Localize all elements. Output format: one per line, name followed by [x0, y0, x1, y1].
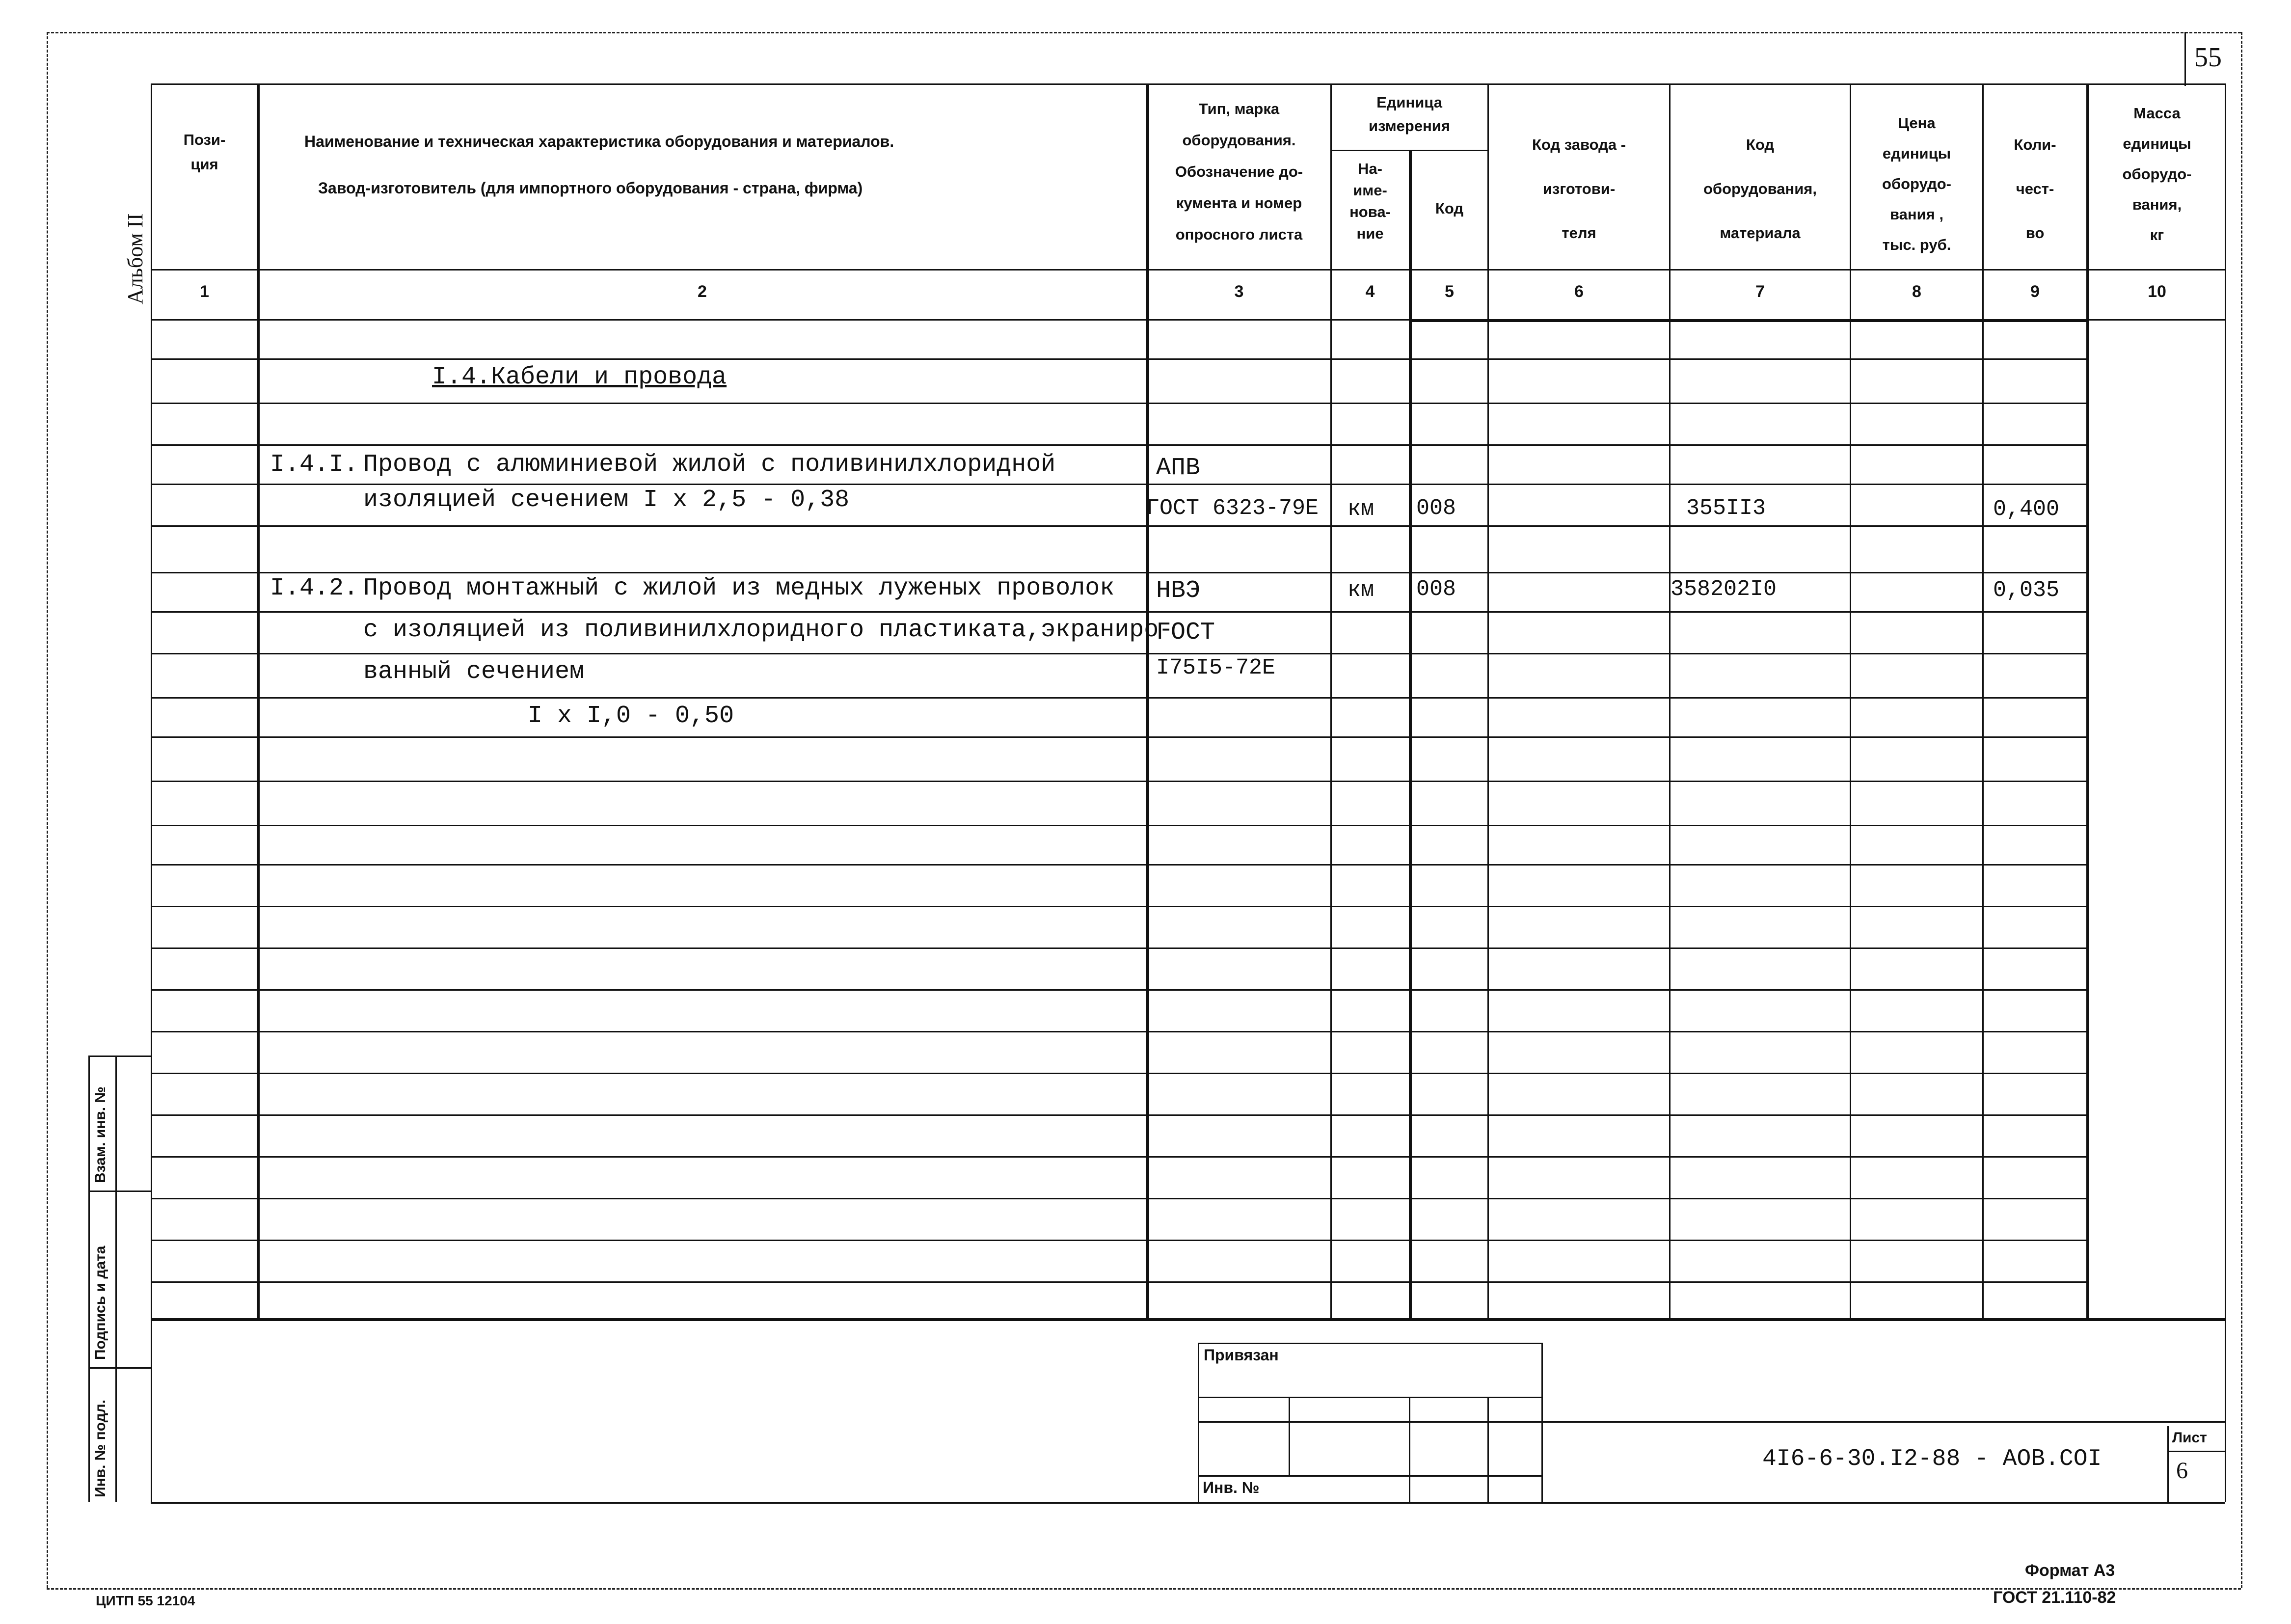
header-col9-l3: во [2025, 224, 2045, 242]
header-unit-l1: Единица [1376, 94, 1442, 111]
header-col2-line1: Наименование и техническая характеристика оборудования и материалов. [304, 133, 894, 150]
table-right-line [2225, 83, 2226, 1502]
colnum-7: 7 [1755, 282, 1765, 301]
colnum-8: 8 [1912, 282, 1921, 301]
bound-stamp-v2 [1409, 1397, 1410, 1502]
item1-name-line2: изоляцией сечением I x 2,5 - 0,38 [363, 486, 850, 514]
item2-position: I.4.2. [270, 574, 359, 602]
item1-type-line2: ГОСТ 6323-79Е [1146, 496, 1319, 521]
col-line-3 [1330, 83, 1332, 1318]
outer-frame-left [47, 32, 48, 1588]
section-title: I.4.Кабели и провода [432, 363, 727, 391]
unit-header-split [1330, 150, 1487, 151]
table-row-rule [151, 989, 2088, 991]
side-stamp-div1 [88, 1191, 151, 1192]
header-col10-l2: единицы [2123, 135, 2191, 152]
table-row-rule [151, 653, 2088, 654]
item2-name-line2: с изоляцией из поливинилхлоридного пластиката,экраниро- [363, 616, 1174, 644]
colnum-3: 3 [1234, 282, 1244, 301]
table-row-rule [151, 358, 2088, 360]
outer-frame-bottom [47, 1588, 2241, 1590]
footer-left-code: ЦИТП 55 12104 [96, 1593, 195, 1608]
table-row-rule [151, 484, 2088, 485]
code-box-top [1409, 319, 2088, 322]
header-col4-l2: име- [1353, 182, 1387, 199]
col-line-2 [1146, 83, 1149, 1318]
item2-unit-code: 008 [1416, 577, 1456, 602]
colnum-9: 9 [2030, 282, 2040, 301]
table-row-rule [151, 825, 2088, 826]
sheet-bottom-line [151, 1502, 2225, 1504]
header-col10-l4: вания, [2132, 196, 2182, 213]
sheet-box-left [2167, 1426, 2169, 1502]
colnum-10: 10 [2148, 282, 2166, 301]
col-line-6 [1669, 83, 1671, 1318]
header-col1 [152, 128, 257, 177]
item1-equipment-code: 355II3 [1686, 496, 1766, 521]
table-row-rule [151, 947, 2088, 949]
header-col7-l1: Код [1746, 136, 1775, 153]
header-col7-l2: оборудования, [1703, 180, 1817, 197]
header-col4-l3: нова- [1349, 203, 1391, 220]
table-row-rule [151, 781, 2088, 782]
header-col9-l2: чест- [2016, 180, 2054, 197]
colnum-1: 1 [200, 282, 209, 301]
bound-stamp-top [1198, 1343, 1541, 1344]
header-col4-l1: На- [1358, 160, 1382, 177]
item2-name-line3: ванный сечением [363, 658, 585, 686]
table-row-rule [151, 1114, 2088, 1116]
item2-name-line1: Провод монтажный с жилой из медных луженых проволок [363, 574, 1115, 602]
header-col8 [1851, 108, 1982, 260]
header-col6 [1489, 123, 1669, 255]
item1-quantity: 0,400 [1993, 497, 2060, 522]
col-line-4 [1409, 150, 1412, 1318]
table-row-rule [151, 403, 2088, 404]
sheet-corner-number: 55 [2194, 42, 2222, 73]
corner-box-left [2184, 32, 2186, 86]
item2-name-line4: I x I,0 - 0,50 [528, 702, 734, 730]
colnum-2: 2 [698, 282, 707, 301]
side-stamp-inner [115, 1056, 117, 1502]
side-label-inv-podl: Инв. № подл. [92, 1399, 108, 1497]
item2-unit: км [1348, 578, 1375, 603]
album-label: Альбом II [123, 213, 147, 304]
header-col3-l3: Обозначение до- [1175, 163, 1303, 180]
inv-label: Инв. № [1203, 1479, 1260, 1496]
bound-stamp-left [1198, 1343, 1199, 1502]
col-line-9 [2086, 83, 2089, 1318]
header-col6-l2: изготови- [1542, 180, 1616, 197]
header-col1-line2: ция [190, 156, 218, 173]
bound-stamp-r2 [1198, 1421, 1541, 1423]
table-body-bottom [151, 1318, 2225, 1321]
header-col8-l2: единицы [1882, 145, 1951, 162]
table-row-rule [151, 1198, 2088, 1199]
header-col8-l3: оборудо- [1882, 175, 1951, 192]
header-col3-l2: оборудования. [1182, 132, 1296, 149]
header-col9 [1984, 123, 2086, 255]
header-col3-l1: Тип, марка [1198, 100, 1280, 117]
item2-type-line3: I75I5-72Е [1156, 655, 1276, 680]
footer-gost: ГОСТ 21.110-82 [1993, 1588, 2116, 1607]
item2-type-line2: ГОСТ [1156, 619, 1215, 647]
sheet-box-div [2167, 1451, 2225, 1452]
col-line-5 [1487, 83, 1489, 1318]
bound-stamp-r3 [1198, 1475, 1541, 1477]
header-col9-l1: Коли- [2014, 136, 2056, 153]
header-col3-l5: опросного листа [1175, 226, 1303, 243]
colnum-6: 6 [1574, 282, 1584, 301]
item2-quantity: 0,035 [1993, 578, 2060, 603]
header-col1-line1: Пози- [183, 131, 226, 148]
header-col3-l4: кумента и номер [1176, 194, 1302, 212]
header-col10-l5: кг [2150, 226, 2164, 244]
outer-frame-right [2241, 32, 2242, 1588]
item1-position: I.4.I. [270, 451, 359, 479]
document-code: 4I6-6-30.I2-88 - АОВ.COI [1762, 1446, 2102, 1472]
header-col10-l3: оборудо- [2122, 165, 2192, 183]
sheet-number: 6 [2176, 1458, 2188, 1484]
header-col2-line2: Завод-изготовитель (для импортного оборудования - страна, фирма) [318, 179, 863, 197]
header-bottom-line [151, 269, 2225, 271]
table-top-line [151, 83, 2225, 85]
header-col8-l4: вания , [1890, 206, 1943, 223]
header-unit-group [1331, 91, 1487, 138]
outer-frame-top [47, 32, 2241, 33]
table-row-rule [151, 525, 2088, 527]
table-row-rule [151, 1156, 2088, 1158]
side-stamp-top [88, 1056, 151, 1057]
table-row-rule [151, 906, 2088, 907]
bound-stamp-r1 [1198, 1397, 1541, 1398]
side-label-podpis: Подпись и дата [92, 1245, 108, 1360]
item1-unit-code: 008 [1416, 496, 1456, 521]
table-row-rule [151, 736, 2088, 738]
item2-type-line1: НВЭ [1156, 577, 1201, 605]
header-col6-l1: Код завода - [1532, 136, 1626, 153]
col-line-8 [1982, 83, 1984, 1318]
colnum-4: 4 [1365, 282, 1375, 301]
colnum-5: 5 [1445, 282, 1454, 301]
title-block-top [1541, 1421, 2225, 1423]
item1-name-line1: Провод с алюминиевой жилой с поливинилхлоридной [363, 451, 1056, 479]
side-label-vzam: Взам. инв. № [92, 1086, 108, 1183]
side-stamp-left [88, 1056, 90, 1502]
bound-label: Привязан [1204, 1346, 1279, 1364]
header-col7-l3: материала [1720, 224, 1801, 242]
table-row-rule [151, 444, 2088, 446]
footer-format: Формат А3 [2025, 1561, 2115, 1580]
table-row-rule [151, 1031, 2088, 1032]
item2-equipment-code: 358202I0 [1671, 577, 1777, 602]
col-line-1 [257, 83, 260, 1318]
side-stamp-div2 [88, 1367, 151, 1369]
table-row-rule [151, 1281, 2088, 1283]
header-unit-l2: измерения [1369, 117, 1450, 135]
table-row-rule [151, 1240, 2088, 1241]
table-row-rule [151, 572, 2088, 573]
header-col5: Код [1435, 200, 1464, 217]
table-row-rule [151, 611, 2088, 613]
header-col10 [2089, 98, 2225, 250]
table-row-rule [151, 697, 2088, 699]
header-col8-l5: тыс. руб. [1882, 236, 1951, 253]
bound-stamp-v3 [1487, 1397, 1489, 1502]
header-col4 [1331, 158, 1409, 244]
item1-type-line1: АПВ [1156, 454, 1201, 482]
header-col3 [1148, 93, 1330, 250]
item1-unit: км [1348, 497, 1375, 522]
header-col8-l1: Цена [1898, 114, 1936, 132]
col-line-7 [1850, 83, 1851, 1318]
table-row-rule [151, 1073, 2088, 1074]
header-col10-l1: Масса [2133, 105, 2181, 122]
sheet-label: Лист [2172, 1430, 2207, 1446]
header-col4-l4: ние [1356, 225, 1384, 242]
bound-stamp-v1 [1289, 1397, 1290, 1475]
header-col6-l3: теля [1562, 224, 1596, 242]
header-col7 [1671, 123, 1850, 255]
table-row-rule [151, 864, 2088, 866]
